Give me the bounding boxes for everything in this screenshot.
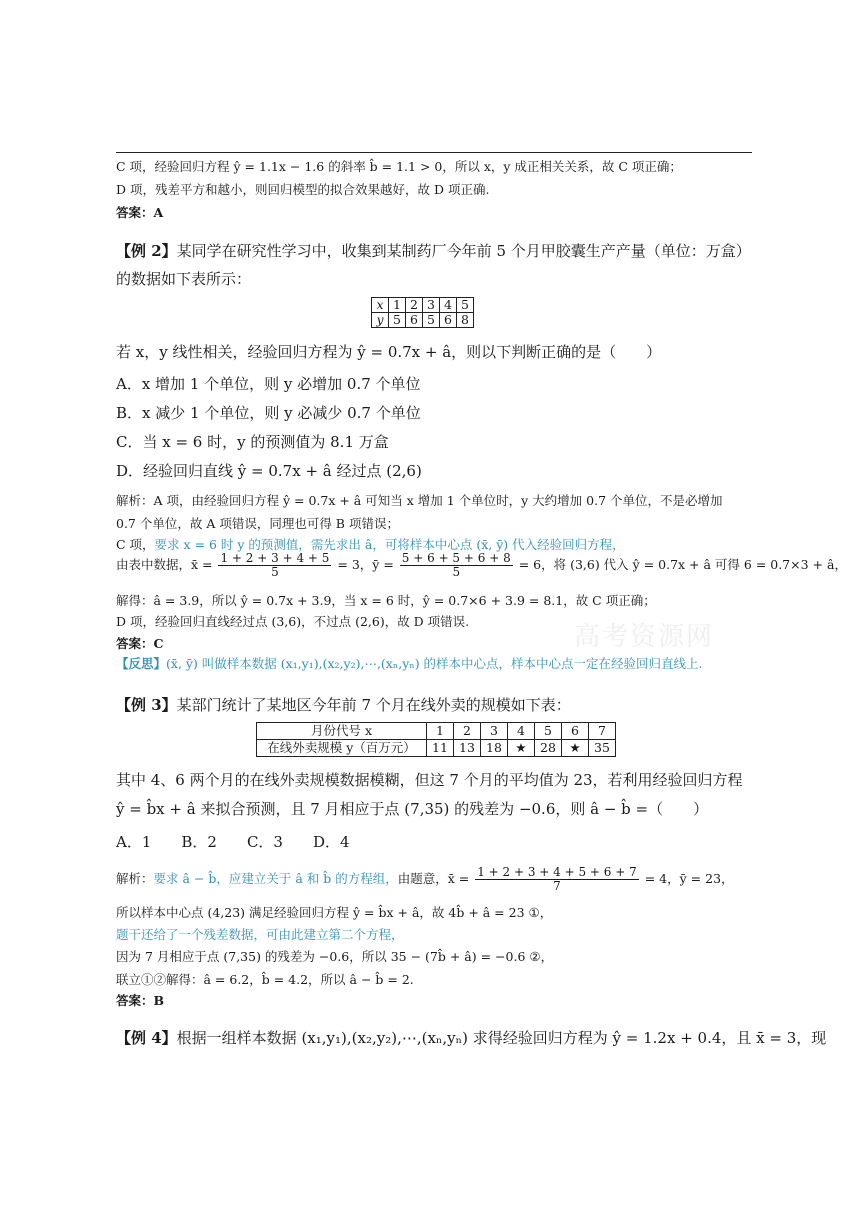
ex3-solution-3: 题干还给了一个残差数据，可由此建立第二个方程，	[116, 927, 404, 942]
table-cell: 1	[389, 298, 406, 313]
ex2-solution-6: D 项，经验回归直线经过点 (3,6)，不过点 (2,6)，故 D 项错误.	[116, 614, 470, 629]
ex2-solution-2: 0.7 个单位，故 A 项错误，同理也可得 B 项错误；	[116, 516, 399, 531]
table-cell: 3	[423, 298, 440, 313]
table-cell: y	[372, 313, 389, 328]
table-header-cell: 月份代号 x	[257, 723, 427, 740]
fraction-denominator: 5	[452, 565, 461, 580]
ex3-solution-1-prefix: 解析：	[116, 871, 154, 887]
prev-answer: 答案：A	[116, 205, 164, 220]
ex3-question-line2: 其中 4、6 两个月的在线外卖规模数据模糊，但这 7 个月的平均值为 23，若利用经验回归方程	[116, 771, 743, 789]
table-row	[257, 723, 616, 740]
ex2-solution-3-hint: 要求 x = 6 时 y 的预测值，需先求出 â，可将样本中心点 (x̄, ȳ) 代入经验回归方程，	[154, 537, 625, 552]
ex2-option-b: B．x 减少 1 个单位，则 y 必减少 0.7 个单位	[116, 404, 421, 422]
ex3-solution-1-c: 由题意，x̄ =	[397, 871, 470, 887]
table-cell: 5	[389, 313, 406, 328]
table-cell: 5	[535, 723, 562, 740]
fraction-denominator: 7	[553, 879, 561, 894]
table-row	[257, 740, 616, 757]
fraction-denominator: 5	[271, 565, 279, 580]
ex2-label: 【例 2】	[116, 242, 177, 260]
table-cell: 13	[454, 740, 481, 757]
ex2-solution-4-b: = 3，ȳ =	[337, 557, 394, 573]
ex4-question-text1: 根据一组样本数据 (x₁,y₁),(x₂,y₂),⋯,(xₙ,yₙ) 求得经验回归方程为 ŷ = 1.2x + 0.4，且 x̄ = 3，现	[176, 1029, 827, 1047]
ex2-data-table	[371, 297, 474, 328]
ex3-solution-1-d: = 4，ȳ = 23，	[644, 871, 734, 887]
table-cell: 5	[457, 298, 474, 313]
ex3-solution-5: 联立①②解得：â = 6.2，b̂ = 4.2，所以 â − b̂ = 2.	[116, 972, 414, 987]
ex3-options: A．1 B．2 C．3 D．4	[116, 833, 350, 851]
table-cell: 11	[427, 740, 454, 757]
ex2-solution-4	[116, 552, 847, 579]
ex2-ybar-fraction	[400, 552, 513, 579]
ex4-label: 【例 4】	[116, 1029, 177, 1047]
ex2-option-d: D．经验回归直线 ŷ = 0.7x + â 经过点 (2,6)	[116, 462, 422, 480]
ex3-question-line3: ŷ = b̂x + â 来拟合预测，且 7 月相应于点 (7,35) 的残差为 −0.6，则 â − b̂ =（ ）	[116, 800, 709, 818]
ex3-question-text1: 某部门统计了某地区今年前 7 个月在线外卖的规模如下表：	[176, 696, 571, 714]
ex2-solution-3	[116, 535, 625, 553]
table-cell: 4	[440, 298, 457, 313]
table-cell: 5	[423, 313, 440, 328]
fraction-numerator: 5 + 6 + 5 + 6 + 8	[401, 551, 511, 565]
table-cell: 6	[440, 313, 457, 328]
table-cell: x	[372, 298, 389, 313]
table-cell: 35	[589, 740, 616, 757]
ex3-question-line1	[116, 694, 571, 715]
reflection-text: (x̄, ȳ) 叫做样本数据 (x₁,y₁),(x₂,y₂),⋯,(xₙ,yₙ) 的样本中心点，样本中心点一定在经验回归直线上.	[166, 656, 703, 671]
ex3-solution-1	[116, 866, 734, 893]
ex2-answer: 答案：C	[116, 636, 164, 651]
table-cell: 6	[406, 313, 423, 328]
table-row	[372, 313, 474, 328]
watermark: 高考资源网	[574, 622, 715, 652]
fraction-numerator: 1 + 2 + 3 + 4 + 5	[220, 551, 330, 565]
ex2-question-line1	[116, 240, 751, 261]
table-cell: ★	[508, 740, 535, 757]
ex2-question-text1: 某同学在研究性学习中，收集到某制药厂今年前 5 个月甲胶囊生产产量（单位：万盒）	[176, 242, 751, 260]
table-cell: 2	[454, 723, 481, 740]
table-cell: 7	[589, 723, 616, 740]
ex3-xbar-fraction	[475, 866, 639, 893]
ex3-solution-2: 所以样本中心点 (4,23) 满足经验回归方程 ŷ = b̂x + â，故 4b̂ + â = 23 ①，	[116, 905, 553, 920]
ex2-solution-5: 解得：â = 3.9，所以 ŷ = 0.7x + 3.9，当 x = 6 时，ŷ = 0.7×6 + 3.9 = 8.1，故 C 项正确；	[116, 593, 656, 608]
table-cell: 8	[457, 313, 474, 328]
ex2-option-a: A．x 增加 1 个单位，则 y 必增加 0.7 个单位	[116, 375, 421, 393]
ex3-solution-4: 因为 7 月相应于点 (7,35) 的残差为 −0.6，所以 35 − (7b̂ + â) = −0.6 ②，	[116, 949, 554, 964]
ex2-solution-4-c: = 6，将 (3,6) 代入 ŷ = 0.7x + â 可得 6 = 0.7×3 + â，	[518, 557, 847, 573]
table-cell: 4	[508, 723, 535, 740]
prev-solution-d: D 项，残差平方和越小，则回归模型的拟合效果越好，故 D 项正确.	[116, 182, 490, 197]
table-cell: 3	[481, 723, 508, 740]
table-cell: 18	[481, 740, 508, 757]
table-cell: 2	[406, 298, 423, 313]
header-rule	[116, 152, 752, 153]
ex2-question-line2: 的数据如下表所示：	[116, 270, 252, 288]
ex3-label: 【例 3】	[116, 696, 177, 714]
fraction-numerator: 1 + 2 + 3 + 4 + 5 + 6 + 7	[477, 865, 637, 879]
ex4-question-line1	[116, 1027, 826, 1048]
ex2-reflection	[116, 654, 703, 672]
ex2-xbar-fraction	[218, 552, 331, 579]
table-cell: 28	[535, 740, 562, 757]
ex3-data-table	[256, 722, 616, 757]
table-row	[372, 298, 474, 313]
ex2-solution-4-a: 由表中数据，x̄ =	[116, 557, 213, 573]
ex2-solution-3-prefix: C 项，	[116, 537, 155, 552]
ex3-answer: 答案：B	[116, 993, 165, 1008]
table-cell: ★	[562, 740, 589, 757]
reflection-label: 【反思】	[116, 656, 167, 671]
ex3-solution-1-hint: 要求 â − b̂，应建立关于 â 和 b̂ 的方程组，	[153, 871, 398, 887]
table-cell: 1	[427, 723, 454, 740]
ex2-option-c: C．当 x = 6 时，y 的预测值为 8.1 万盒	[116, 433, 389, 451]
ex2-solution-1: 解析：A 项，由经验回归方程 ŷ = 0.7x + â 可知当 x 增加 1 个单位时，y 大约增加 0.7 个单位，不是必增加	[116, 493, 723, 508]
table-header-cell: 在线外卖规模 y（百万元）	[257, 740, 427, 757]
table-cell: 6	[562, 723, 589, 740]
ex2-stem: 若 x，y 线性相关，经验回归方程为 ŷ = 0.7x + â，则以下判断正确的是（ ）	[116, 343, 662, 361]
prev-solution-c: C 项，经验回归方程 ŷ = 1.1x − 1.6 的斜率 b̂ = 1.1 > 0，所以 x，y 成正相关关系，故 C 项正确；	[116, 159, 682, 174]
